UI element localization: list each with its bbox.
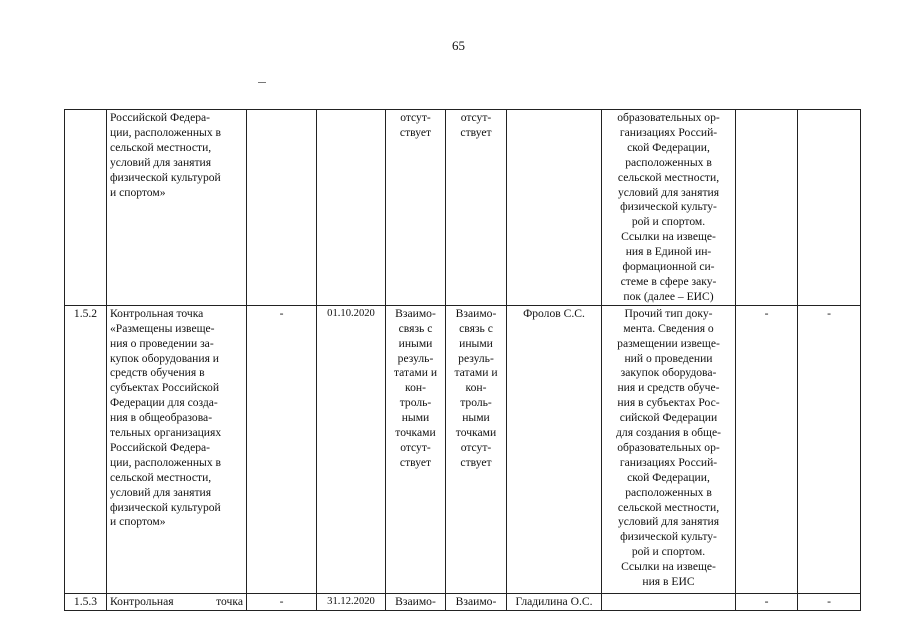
column-3-cell — [247, 110, 317, 306]
relation-cell-2: отсут- ствует — [446, 110, 507, 306]
table-row — [65, 305, 861, 593]
table-row — [65, 593, 861, 610]
column-10-cell: - — [798, 305, 861, 593]
responsible-cell: Гладилина О.С. — [507, 593, 602, 610]
relation-cell-1: Взаимо- — [386, 593, 446, 610]
control-point-name-cell: Контрольная точка «Размещены извеще- ния о проведении за- купок оборудования и средств обучения в субъектах Российской Федерации для созда- ния в общеобразова- тельных организациях Российской Федера- ции, расположенных в сельской местности, условий для занятия физической культурой и спортом» — [107, 305, 247, 593]
relation-cell-2: Взаимо- — [446, 593, 507, 610]
control-point-name-cell: Российской Федера- ции, расположенных в сельской местности, условий для занятия физической культурой и спортом» — [107, 110, 247, 306]
column-10-cell: - — [798, 593, 861, 610]
relation-cell-1: Взаимо- связь с иными резуль- татами и кон- троль- ными точками отсут- ствует — [386, 305, 446, 593]
row-number-cell: 1.5.2 — [65, 305, 107, 593]
column-3-cell: - — [247, 305, 317, 593]
column-9-cell: - — [736, 305, 798, 593]
date-cell: 01.10.2020 — [317, 305, 386, 593]
dash-mark — [258, 82, 266, 83]
control-points-table — [64, 109, 861, 611]
date-cell — [317, 110, 386, 306]
column-10-cell — [798, 110, 861, 306]
document-type-cell: Прочий тип доку- мента. Сведения о размещении извеще- ний о проведении закупок оборудова- ния и средств обуче- ния в субъектах Рос- сийской Федерации для создания в обще- образовательных ор- ганизациях Россий- ской Федерации, расположенных в сельской местности, условий для занятия физической культу- рой и спортом. Ссылки на извеще- ния в ЕИС — [602, 305, 736, 593]
relation-cell-1: отсут- ствует — [386, 110, 446, 306]
column-9-cell: - — [736, 593, 798, 610]
date-cell: 31.12.2020 — [317, 593, 386, 610]
table-row — [65, 110, 861, 306]
control-point-name-cell: Контрольная точка — [107, 593, 247, 610]
responsible-cell: Фролов С.С. — [507, 305, 602, 593]
responsible-cell — [507, 110, 602, 306]
document-type-cell — [602, 593, 736, 610]
page-number: 65 — [452, 38, 465, 53]
document-type-cell: образовательных ор- ганизациях Россий- ской Федерации, расположенных в сельской местности, условий для занятия физической культу- рой и спортом. Ссылки на извеще- ния в Единой ин- формационной си- стеме в сфере заку- пок (далее – ЕИС) — [602, 110, 736, 306]
relation-cell-2: Взаимо- связь с иными резуль- татами и кон- троль- ными точками отсут- ствует — [446, 305, 507, 593]
column-3-cell: - — [247, 593, 317, 610]
row-number-cell — [65, 110, 107, 306]
row-number-cell: 1.5.3 — [65, 593, 107, 610]
column-9-cell — [736, 110, 798, 306]
